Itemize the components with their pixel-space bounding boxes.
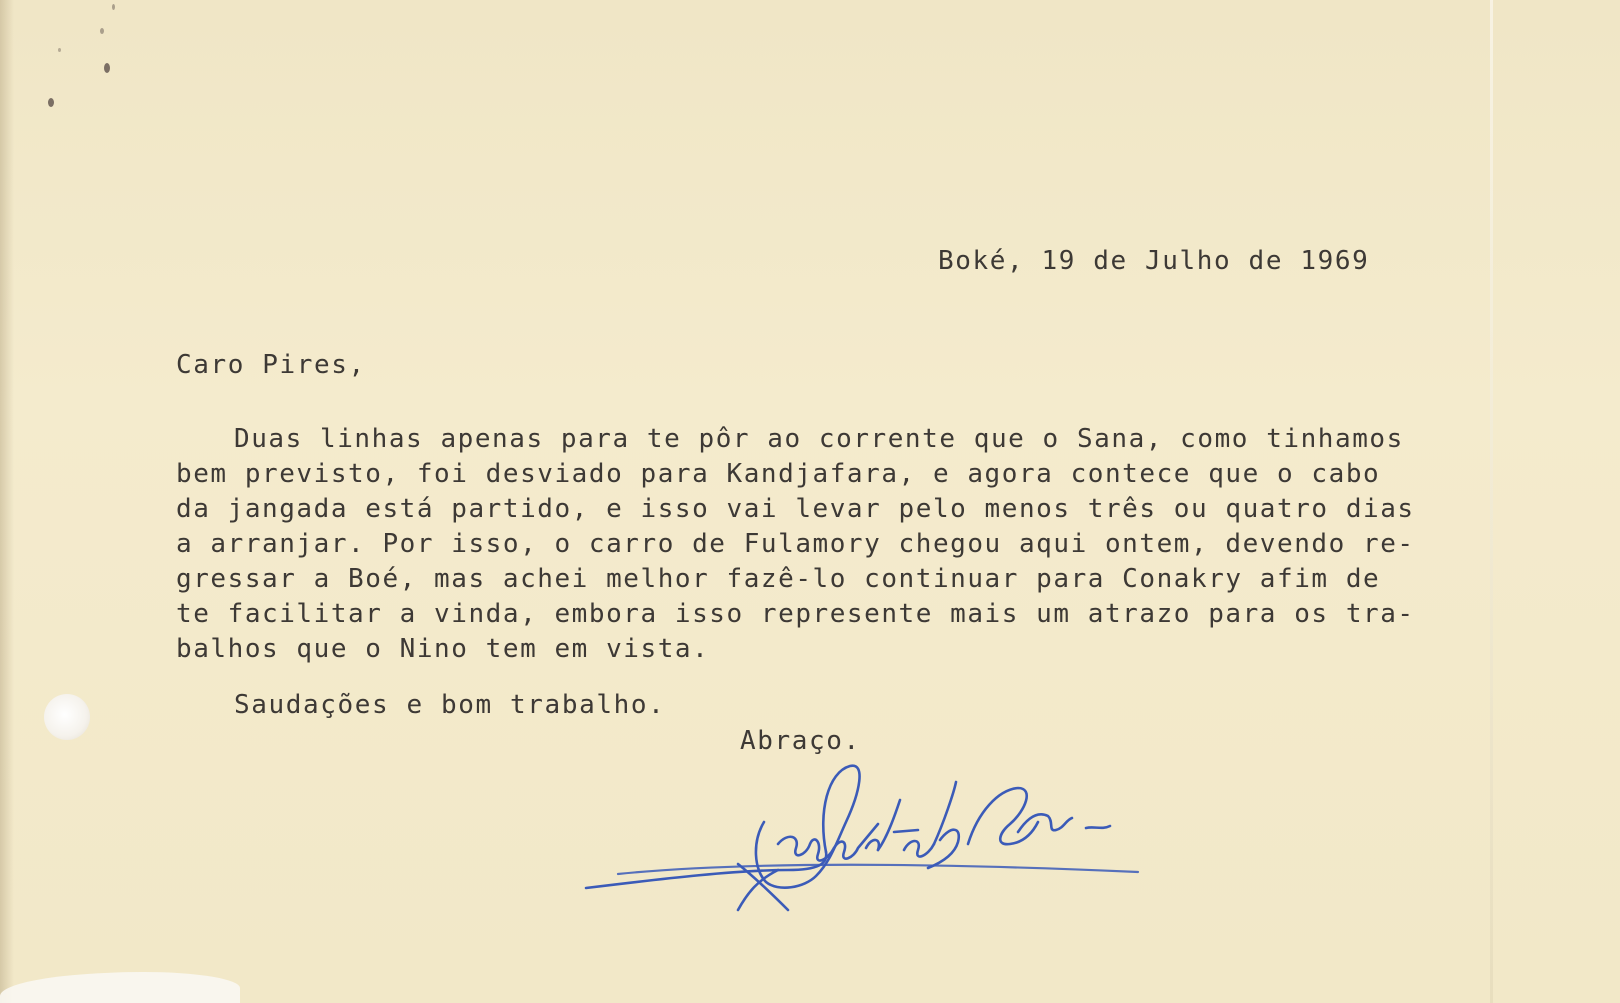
body-line: gressar a Boé, mas achei melhor fazê-lo continuar para Conakry afim de [176, 564, 1381, 594]
body-line: bem previsto, foi desviado para Kandjafara, e agora contece que o cabo [176, 459, 1381, 489]
rust-speck [104, 63, 110, 73]
punch-hole [44, 694, 90, 740]
body-line: Duas linhas apenas para te pôr ao corrente que o Sana, como tinhamos [234, 424, 1404, 454]
body-line: balhos que o Nino tem em vista. [176, 634, 710, 664]
handwritten-signature [578, 752, 1178, 912]
rust-speck [100, 28, 104, 34]
letter-closing-word: Abraço. [740, 726, 861, 756]
torn-paper-edge [0, 972, 240, 1003]
letter-date: Boké, 19 de Julho de 1969 [938, 246, 1370, 276]
letter-body [176, 422, 1586, 667]
letter-closing-line: Saudações e bom trabalho. [234, 690, 666, 720]
paper-left-edge [0, 0, 14, 1003]
body-line: a arranjar. Por isso, o carro de Fulamory chegou aqui ontem, devendo re- [176, 529, 1415, 559]
letter-salutation: Caro Pires, [176, 350, 366, 380]
body-line: da jangada está partido, e isso vai levar pelo menos três ou quatro dias [176, 494, 1415, 524]
rust-speck [58, 48, 61, 52]
body-line: te facilitar a vinda, embora isso represente mais um atrazo para os tra- [176, 599, 1415, 629]
rust-speck [48, 98, 54, 107]
rust-speck [112, 4, 115, 10]
